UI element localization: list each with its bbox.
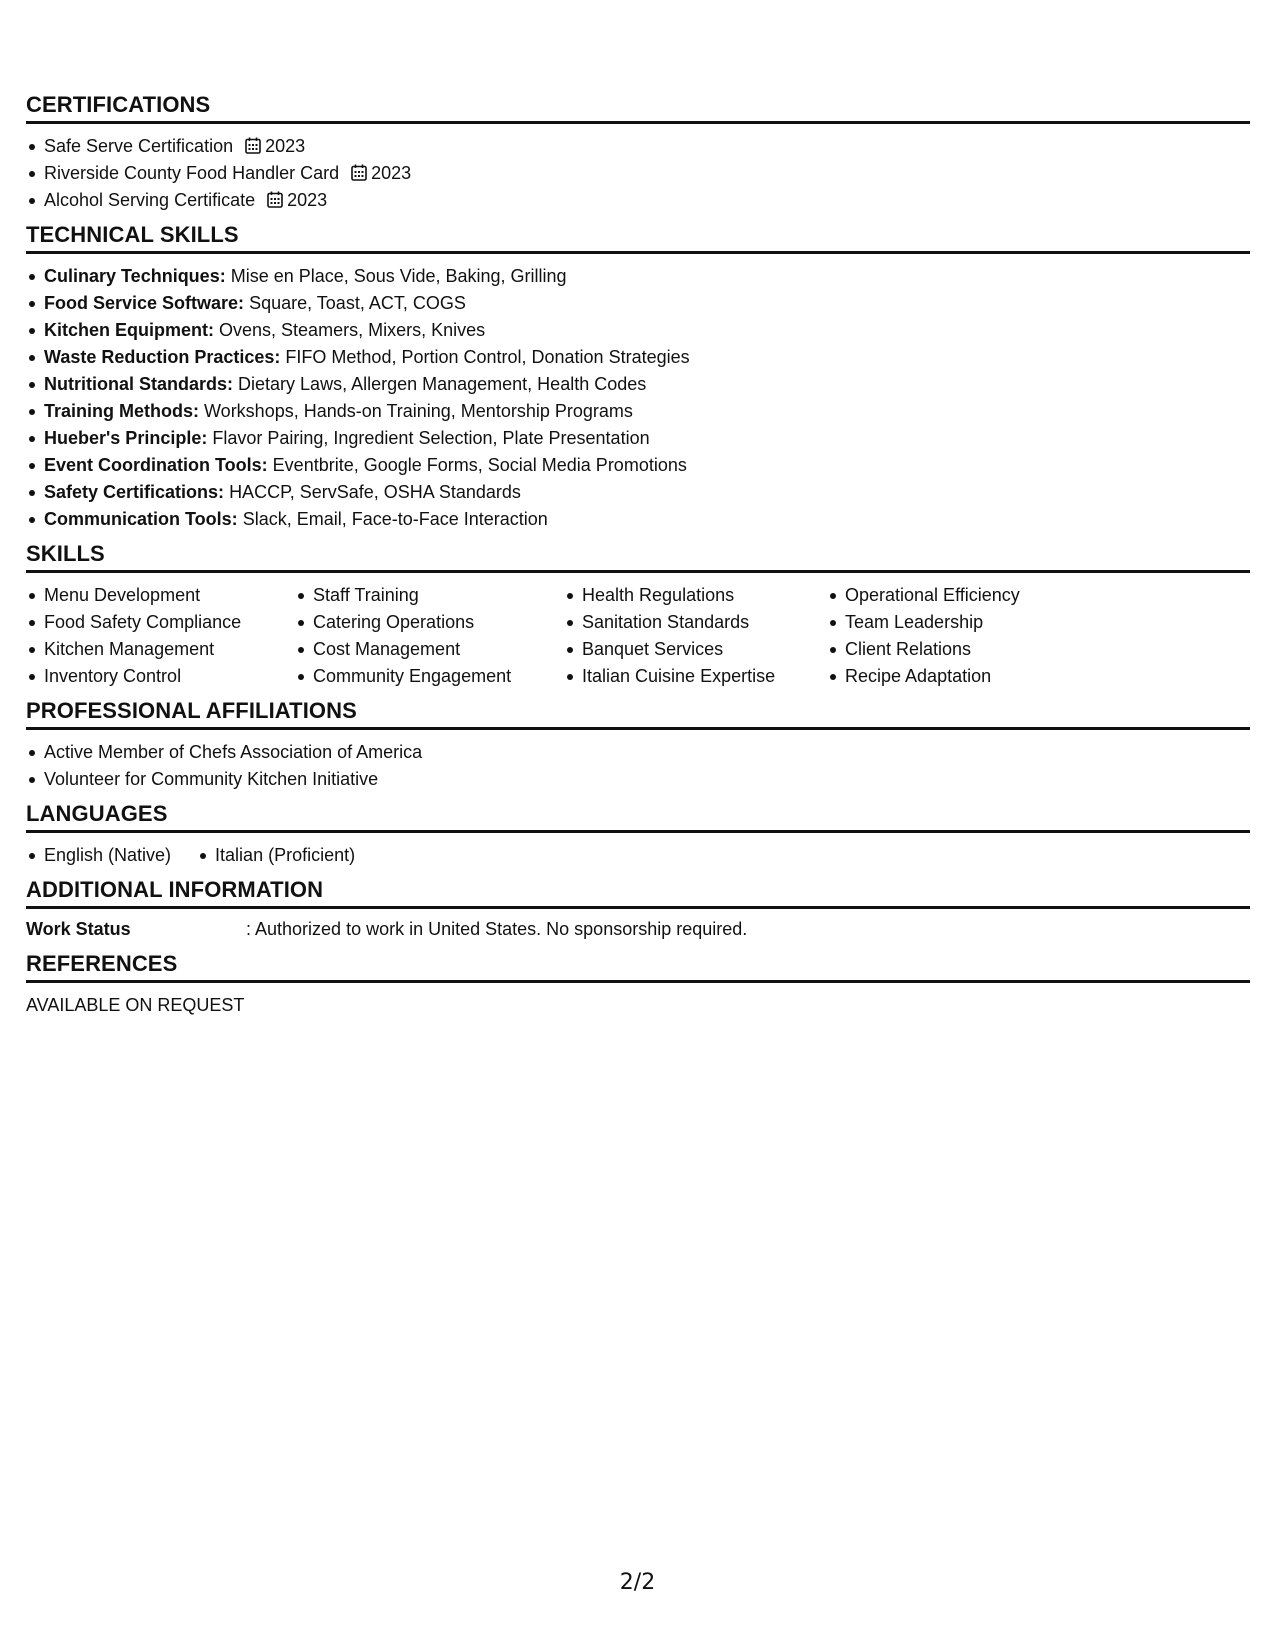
work-status-row: [26, 916, 1250, 943]
skill-label: Training Methods:: [44, 401, 199, 421]
list-item: [44, 344, 1250, 371]
list-item: [44, 479, 1250, 506]
technical-skills-list: [26, 263, 1250, 533]
affiliations-heading: PROFESSIONAL AFFILIATIONS: [26, 698, 1250, 730]
additional-info-heading: ADDITIONAL INFORMATION: [26, 877, 1250, 909]
certifications-heading: CERTIFICATIONS: [26, 92, 1250, 124]
skills-column: [295, 582, 564, 690]
skill-value: Ovens, Steamers, Mixers, Knives: [219, 320, 486, 340]
list-item: [44, 398, 1250, 425]
certification-name: Riverside County Food Handler Card: [44, 163, 340, 183]
list-item: Active Member of Chefs Association of America: [44, 739, 1250, 766]
references-heading: REFERENCES: [26, 951, 1250, 983]
list-item: [44, 317, 1250, 344]
list-item: [44, 290, 1250, 317]
resume-page: [26, 92, 1250, 1027]
skill-label: Safety Certifications:: [44, 482, 225, 502]
list-item: Italian (Proficient): [215, 842, 355, 869]
list-item: [44, 371, 1250, 398]
skill-label: Event Coordination Tools:: [44, 455, 268, 475]
skill-value: Eventbrite, Google Forms, Social Media Promotions: [272, 455, 687, 475]
certifications-section: [26, 92, 1250, 214]
list-item: [44, 425, 1250, 452]
list-item: [44, 187, 1250, 214]
languages-heading: LANGUAGES: [26, 801, 1250, 833]
list-item: [44, 133, 1250, 160]
certifications-list: [26, 133, 1250, 214]
list-item: Operational Efficiency: [845, 582, 1105, 609]
list-item: Kitchen Management: [44, 636, 295, 663]
list-item: Recipe Adaptation: [845, 663, 1105, 690]
affiliations-list: [26, 739, 1250, 793]
list-item: Sanitation Standards: [582, 609, 827, 636]
skill-value: FIFO Method, Portion Control, Donation Strategies: [285, 347, 690, 367]
list-item: English (Native): [44, 842, 171, 869]
list-item: [44, 263, 1250, 290]
certification-name: Safe Serve Certification: [44, 136, 234, 156]
skill-label: Culinary Techniques:: [44, 266, 226, 286]
list-item: Inventory Control: [44, 663, 295, 690]
skill-label: Communication Tools:: [44, 509, 238, 529]
languages-list: [26, 842, 1250, 869]
skill-label: Food Service Software:: [44, 293, 245, 313]
references-text: AVAILABLE ON REQUEST: [26, 995, 245, 1015]
calendar-icon: [267, 191, 283, 208]
list-item: Italian Cuisine Expertise: [582, 663, 827, 690]
skills-column: [564, 582, 827, 690]
certification-year: 2023: [265, 136, 306, 156]
skills-section: [26, 541, 1250, 690]
skills-column: [26, 582, 295, 690]
work-status-label: Work Status: [26, 919, 131, 939]
skill-value: Dietary Laws, Allergen Management, Health Codes: [238, 374, 647, 394]
list-item: Catering Operations: [313, 609, 564, 636]
list-item: Health Regulations: [582, 582, 827, 609]
list-item: [44, 506, 1250, 533]
skill-value: Workshops, Hands-on Training, Mentorship Programs: [204, 401, 633, 421]
languages-section: [26, 801, 1250, 869]
skill-value: Mise en Place, Sous Vide, Baking, Grilling: [230, 266, 567, 286]
list-item: [44, 452, 1250, 479]
page-number: 2/2: [619, 1570, 656, 1595]
skill-value: HACCP, ServSafe, OSHA Standards: [229, 482, 521, 502]
skills-grid: [26, 582, 1250, 690]
list-item: Team Leadership: [845, 609, 1105, 636]
skills-column: [827, 582, 1105, 690]
list-item: Cost Management: [313, 636, 564, 663]
skill-value: Square, Toast, ACT, COGS: [249, 293, 466, 313]
list-item: Client Relations: [845, 636, 1105, 663]
skill-value: Slack, Email, Face-to-Face Interaction: [242, 509, 548, 529]
certification-year: 2023: [287, 190, 328, 210]
references-section: [26, 951, 1250, 1019]
technical-skills-heading: TECHNICAL SKILLS: [26, 222, 1250, 254]
list-item: Banquet Services: [582, 636, 827, 663]
skill-label: Nutritional Standards:: [44, 374, 234, 394]
calendar-icon: [351, 164, 367, 181]
list-item: Food Safety Compliance: [44, 609, 295, 636]
list-item: Menu Development: [44, 582, 295, 609]
list-item: Volunteer for Community Kitchen Initiative: [44, 766, 1250, 793]
skill-label: Hueber's Principle:: [44, 428, 208, 448]
list-item: [44, 160, 1250, 187]
additional-info-section: [26, 877, 1250, 943]
skills-heading: SKILLS: [26, 541, 1250, 573]
calendar-icon: [245, 137, 261, 154]
list-item: Community Engagement: [313, 663, 564, 690]
certification-name: Alcohol Serving Certificate: [44, 190, 256, 210]
affiliations-section: [26, 698, 1250, 793]
skill-value: Flavor Pairing, Ingredient Selection, Plate Presentation: [212, 428, 650, 448]
skill-label: Waste Reduction Practices:: [44, 347, 281, 367]
technical-skills-section: [26, 222, 1250, 533]
list-item: Staff Training: [313, 582, 564, 609]
skill-label: Kitchen Equipment:: [44, 320, 214, 340]
work-status-value: : Authorized to work in United States. No sponsorship required.: [246, 919, 748, 939]
certification-year: 2023: [371, 163, 412, 183]
